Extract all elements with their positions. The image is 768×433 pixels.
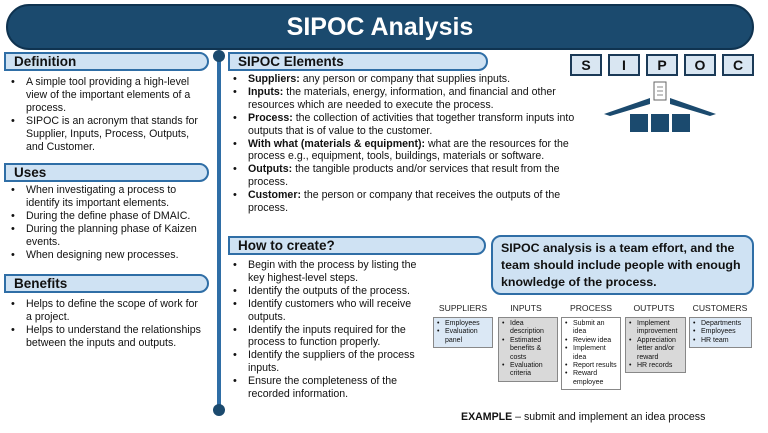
list-item: • Identify the suppliers of the process inputs. [228,349,430,375]
example-process-box [561,317,621,390]
element-term: With what (materials & equipment): [248,137,426,150]
list-item: • HR team [692,337,748,345]
list-item: • Idea description [501,320,554,337]
list-item: • Identify customers who will receive outputs. [228,298,430,324]
element-desc: any person or company that supplies inputs. [299,73,511,85]
example-header-process: PROCESS [569,303,613,313]
timeline-dot [213,50,225,62]
element-desc: the collection of activities that together transform inputs into outputs that is of value to the customer. [248,111,575,137]
list-item: • Implement idea [564,345,617,362]
list-item: • Employees [436,320,489,328]
element-desc: the tangible products and/or services that result from the process. [248,163,560,189]
list-item: • Reward employee [564,370,617,387]
uses-heading: Uses [4,163,209,182]
elements-heading: SIPOC Elements [228,52,488,71]
example-caption [461,411,705,423]
element-term: Outputs: [248,163,293,176]
list-item: • Appreciation letter and/or reward [628,337,682,362]
uses-list [6,184,206,261]
list-item: • Review idea [564,337,617,345]
example-header-outputs: OUTPUTS [633,303,675,313]
how-heading: How to create? [228,236,486,255]
element-term: Inputs: [248,85,284,98]
example-header-suppliers: SUPPLIERS [438,303,488,313]
element-desc: what are the resources for the process e.g., equipment, tools, buildings, materials or software. [248,137,569,163]
example-outputs-box [625,317,686,373]
list-item: • HR records [628,362,682,370]
example-suppliers-box [433,317,493,348]
example-caption-text: – submit and implement an idea process [512,411,706,423]
list-item [228,112,598,138]
definition-heading: Definition [4,52,209,71]
example-header-customers: CUSTOMERS [692,303,748,313]
process-flow-icon [600,80,720,136]
list-item: • SIPOC is an acronym that stands for Supplier, Inputs, Process, Outputs, and Customer. [6,115,206,154]
list-item: • Ensure the completeness of the recorded information. [228,375,430,401]
element-desc: the person or company that receives the outputs of the process. [248,189,561,215]
list-item: • A simple tool providing a high-level view of the important elements of a process. [6,76,206,115]
benefits-heading: Benefits [4,274,209,293]
list-item: • Implement improvement [628,320,682,337]
list-item: • Submit an idea [564,320,617,337]
list-item: • Employees [692,328,748,336]
letter-box-i: I [608,54,640,76]
list-item: • When investigating a process to identify its important elements. [6,184,206,210]
definition-list [6,76,206,153]
list-item: • Identify the inputs required for the process to function properly. [228,324,430,350]
list-item: • Identify the outputs of the process. [228,285,430,298]
letter-box-p: P [646,54,678,76]
timeline-line [217,52,221,407]
list-item: • Begin with the process by listing the key highest-level steps. [228,259,430,285]
list-item: • Estimated benefits & costs [501,337,554,362]
benefits-list [6,298,206,350]
example-caption-label: EXAMPLE [461,411,513,423]
letter-box-o: O [684,54,716,76]
letter-box-s: S [570,54,602,76]
list-item: • When designing new processes. [6,249,206,262]
example-customers-box [689,317,752,348]
list-item [228,163,598,189]
example-header-inputs: INPUTS [510,303,542,313]
list-item [228,138,598,164]
team-effort-callout: SIPOC analysis is a team effort, and the team should include people with enough knowledge of the process. [491,235,754,295]
element-term: Customer: [248,189,301,202]
list-item: • Evaluation criteria [501,362,554,379]
list-item: • Helps to understand the relationships between the inputs and outputs. [6,324,206,350]
list-item: • Evaluation panel [436,328,489,345]
elements-list [228,73,598,215]
list-item [228,73,598,86]
list-item: • Helps to define the scope of work for a project. [6,298,206,324]
example-inputs-box [498,317,558,382]
timeline-dot [213,404,225,416]
list-item: • Report results [564,362,617,370]
list-item: • Departments [692,320,748,328]
list-item: • During the define phase of DMAIC. [6,210,206,223]
how-list [228,259,430,401]
list-item [228,189,598,215]
letter-box-c: C [722,54,754,76]
element-desc: the materials, energy, information, and financial and other resources which are needed to execute the process. [248,85,556,111]
element-term: Suppliers: [248,73,300,85]
page-title: SIPOC Analysis [6,4,754,50]
element-term: Process: [248,111,293,124]
list-item: • During the planning phase of Kaizen events. [6,223,206,249]
list-item [228,86,598,112]
